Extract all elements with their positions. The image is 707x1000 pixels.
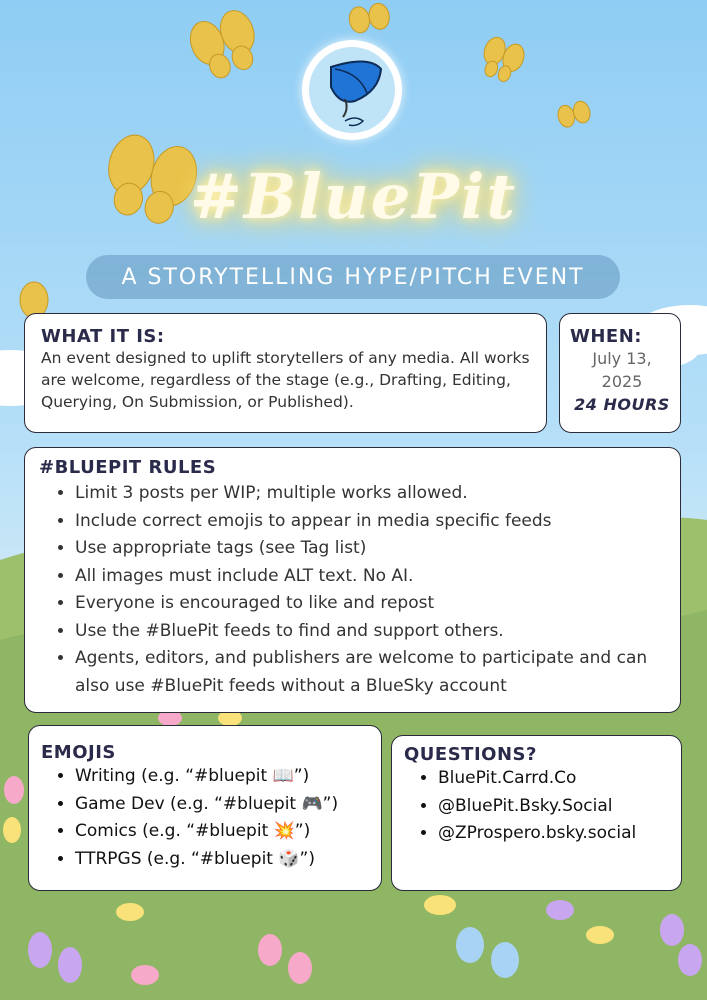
questions-heading: QUESTIONS? bbox=[404, 744, 537, 765]
event-subtitle: A STORYTELLING HYPE/PITCH EVENT bbox=[86, 255, 620, 299]
when-date-line1: July 13, bbox=[592, 349, 652, 368]
rule-item: • Use the #BluePit feeds to find and support others. bbox=[75, 618, 666, 646]
rules-card bbox=[24, 447, 681, 713]
bluepit-logo bbox=[302, 40, 402, 140]
rule-item: • Use appropriate tags (see Tag list) bbox=[75, 535, 666, 563]
questions-list bbox=[404, 765, 669, 848]
emoji-item: • Comics (e.g. “#bluepit 💥”) bbox=[75, 818, 369, 846]
questions-card bbox=[391, 735, 682, 891]
emoji-item: • TTRPGS (e.g. “#bluepit 🎲”) bbox=[75, 846, 369, 874]
when-card bbox=[559, 313, 681, 433]
emojis-card bbox=[28, 725, 382, 891]
rule-item: • Agents, editors, and publishers are welcome to participate and can also use #BluePit feeds without a BlueSky account bbox=[75, 645, 666, 700]
emojis-list bbox=[41, 763, 369, 873]
rule-item: • Limit 3 posts per WIP; multiple works allowed. bbox=[75, 480, 666, 508]
when-heading: WHEN: bbox=[570, 326, 642, 347]
event-title: #BluePit bbox=[189, 160, 518, 233]
contact-link[interactable]: • @ZProspero.bsky.social bbox=[438, 820, 669, 848]
rule-item: • Include correct emojis to appear in media specific feeds bbox=[75, 508, 666, 536]
rule-item: • Everyone is encouraged to like and repost bbox=[75, 590, 666, 618]
emojis-heading: EMOJIS bbox=[41, 742, 116, 763]
when-date-line2: 2025 bbox=[601, 372, 643, 391]
emoji-item: • Game Dev (e.g. “#bluepit 🎮”) bbox=[75, 791, 369, 819]
rule-item: • All images must include ALT text. No AI. bbox=[75, 563, 666, 591]
what-it-is-card bbox=[24, 313, 547, 433]
what-it-is-heading: WHAT IT IS: bbox=[41, 326, 165, 347]
contact-link[interactable]: • @BluePit.Bsky.Social bbox=[438, 793, 669, 821]
when-duration: 24 HOURS bbox=[574, 395, 670, 414]
blue-butterfly-quill-icon bbox=[309, 47, 395, 133]
rules-list bbox=[39, 480, 666, 700]
what-it-is-text: An event designed to uplift storytellers of any media. All works are welcome, regardless of the stage (e.g., Drafting, Editing, Querying, On Submission, or Published). bbox=[41, 349, 530, 411]
contact-link[interactable]: • BluePit.Carrd.Co bbox=[438, 765, 669, 793]
rules-heading: #BLUEPIT RULES bbox=[39, 457, 217, 478]
emoji-item: • Writing (e.g. “#bluepit 📖”) bbox=[75, 763, 369, 791]
